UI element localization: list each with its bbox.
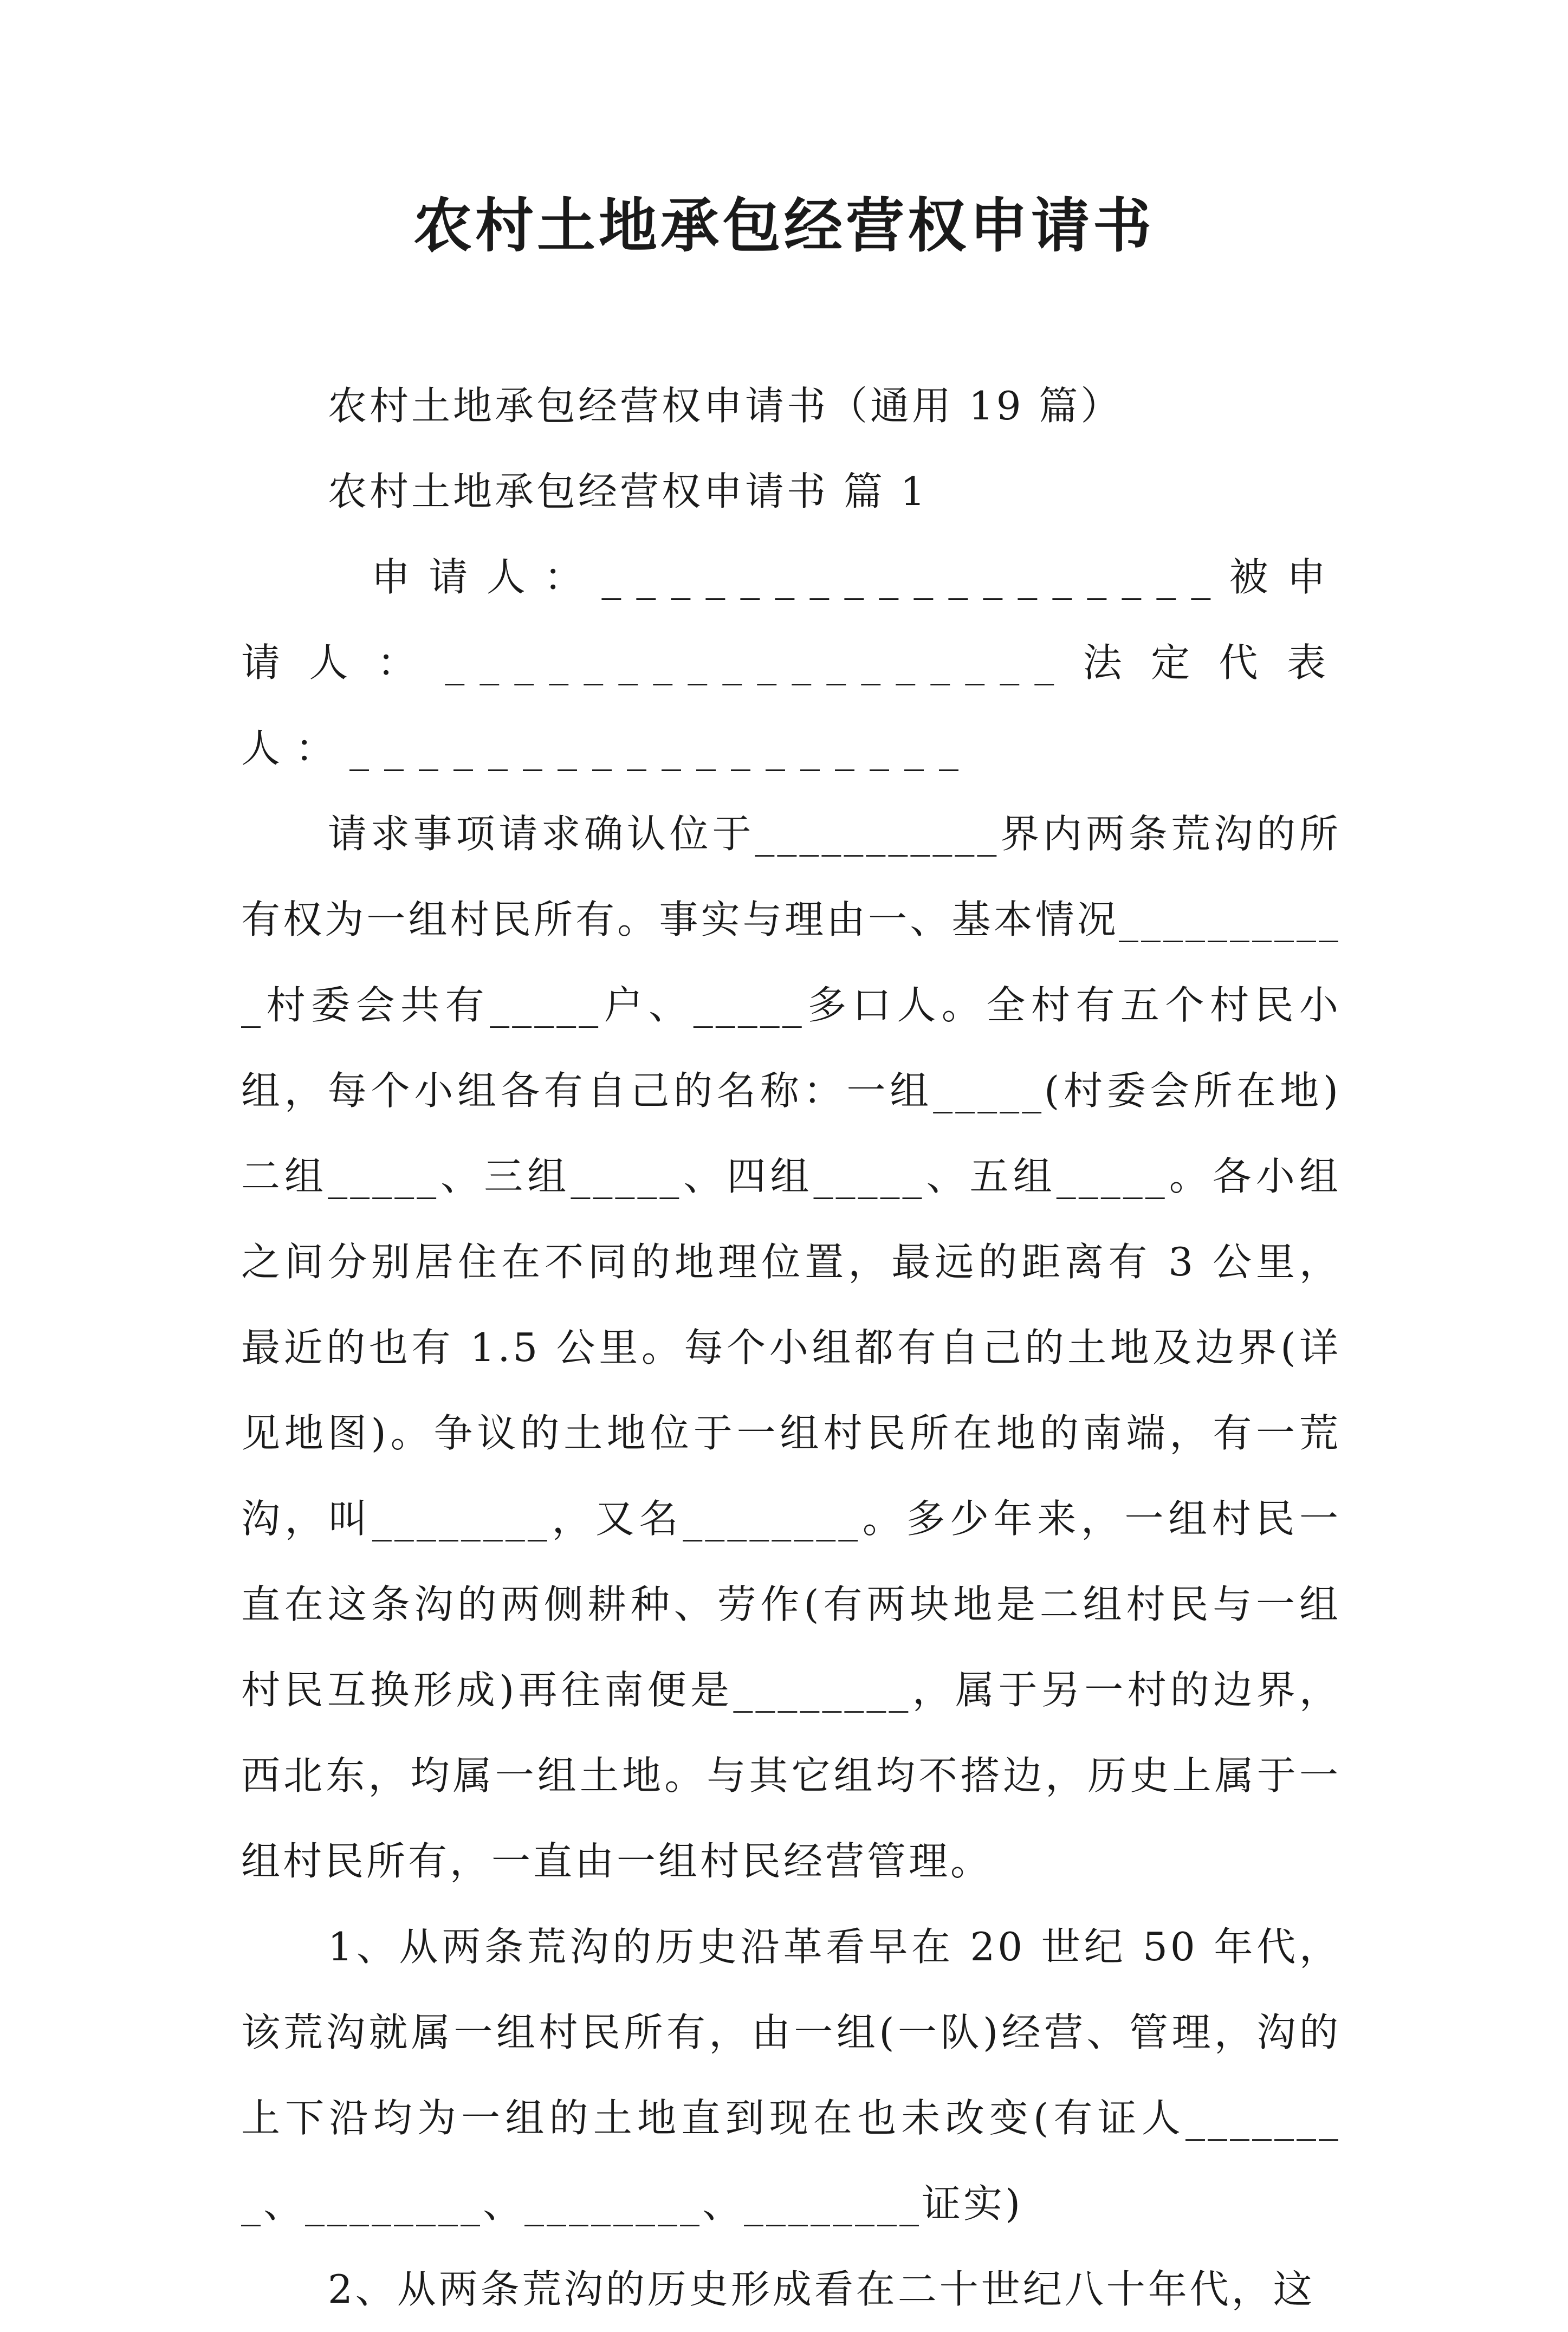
applicant-fields-paragraph: 申请人：__________________被申请人：__________________法定代表人：__________________	[241, 554, 1341, 771]
section-heading: 农村土地承包经营权申请书 篇 1	[328, 469, 928, 514]
document-title: 农村土地承包经营权申请书	[413, 192, 1155, 260]
subtitle-paragraph: 农村土地承包经营权申请书（通用 19 篇）	[328, 383, 1123, 429]
request-paragraph: 请求事项请求确认位于___________界内两条荒沟的所有权为一组村民所有。事实与理由一、基本情况___________村委会共有_____户、_____多口人。全村有五个村民小组，每个小组各有自己的名称：一组_____(村委会所在地)二组_____、三组_____、四组_____、五组_____。各小组之间分别居住在不同的地理位置，最远的距离有 3 公里，最近的也有 1.5 公里。每个小组都有自己的土地及边界(详见地图)。争议的土地位于一组村民所在地的南端，有一荒沟，叫________，又名________。多少年来，一组村民一直在这条沟的两侧耕种、劳作(有两块地是二组村民与一组村民互换形成)再往南便是________，属于另一村的边界，西北东，均属一组土地。与其它组均不搭边，历史上属于一组村民所有，一直由一组村民经营管理。	[241, 811, 1341, 1884]
document-body	[241, 363, 1341, 2332]
history-paragraph-2: 2、从两条荒沟的历史形成看在二十世纪八十年代，这	[328, 2266, 1315, 2312]
history-paragraph-1: 1、从两条荒沟的历史沿革看早在 20 世纪 50 年代，该荒沟就属一组村民所有，由一组(一队)经营、管理，沟的上下沿均为一组的土地直到现在也未改变(有证人________、________、________、________证实)	[241, 1924, 1341, 2226]
